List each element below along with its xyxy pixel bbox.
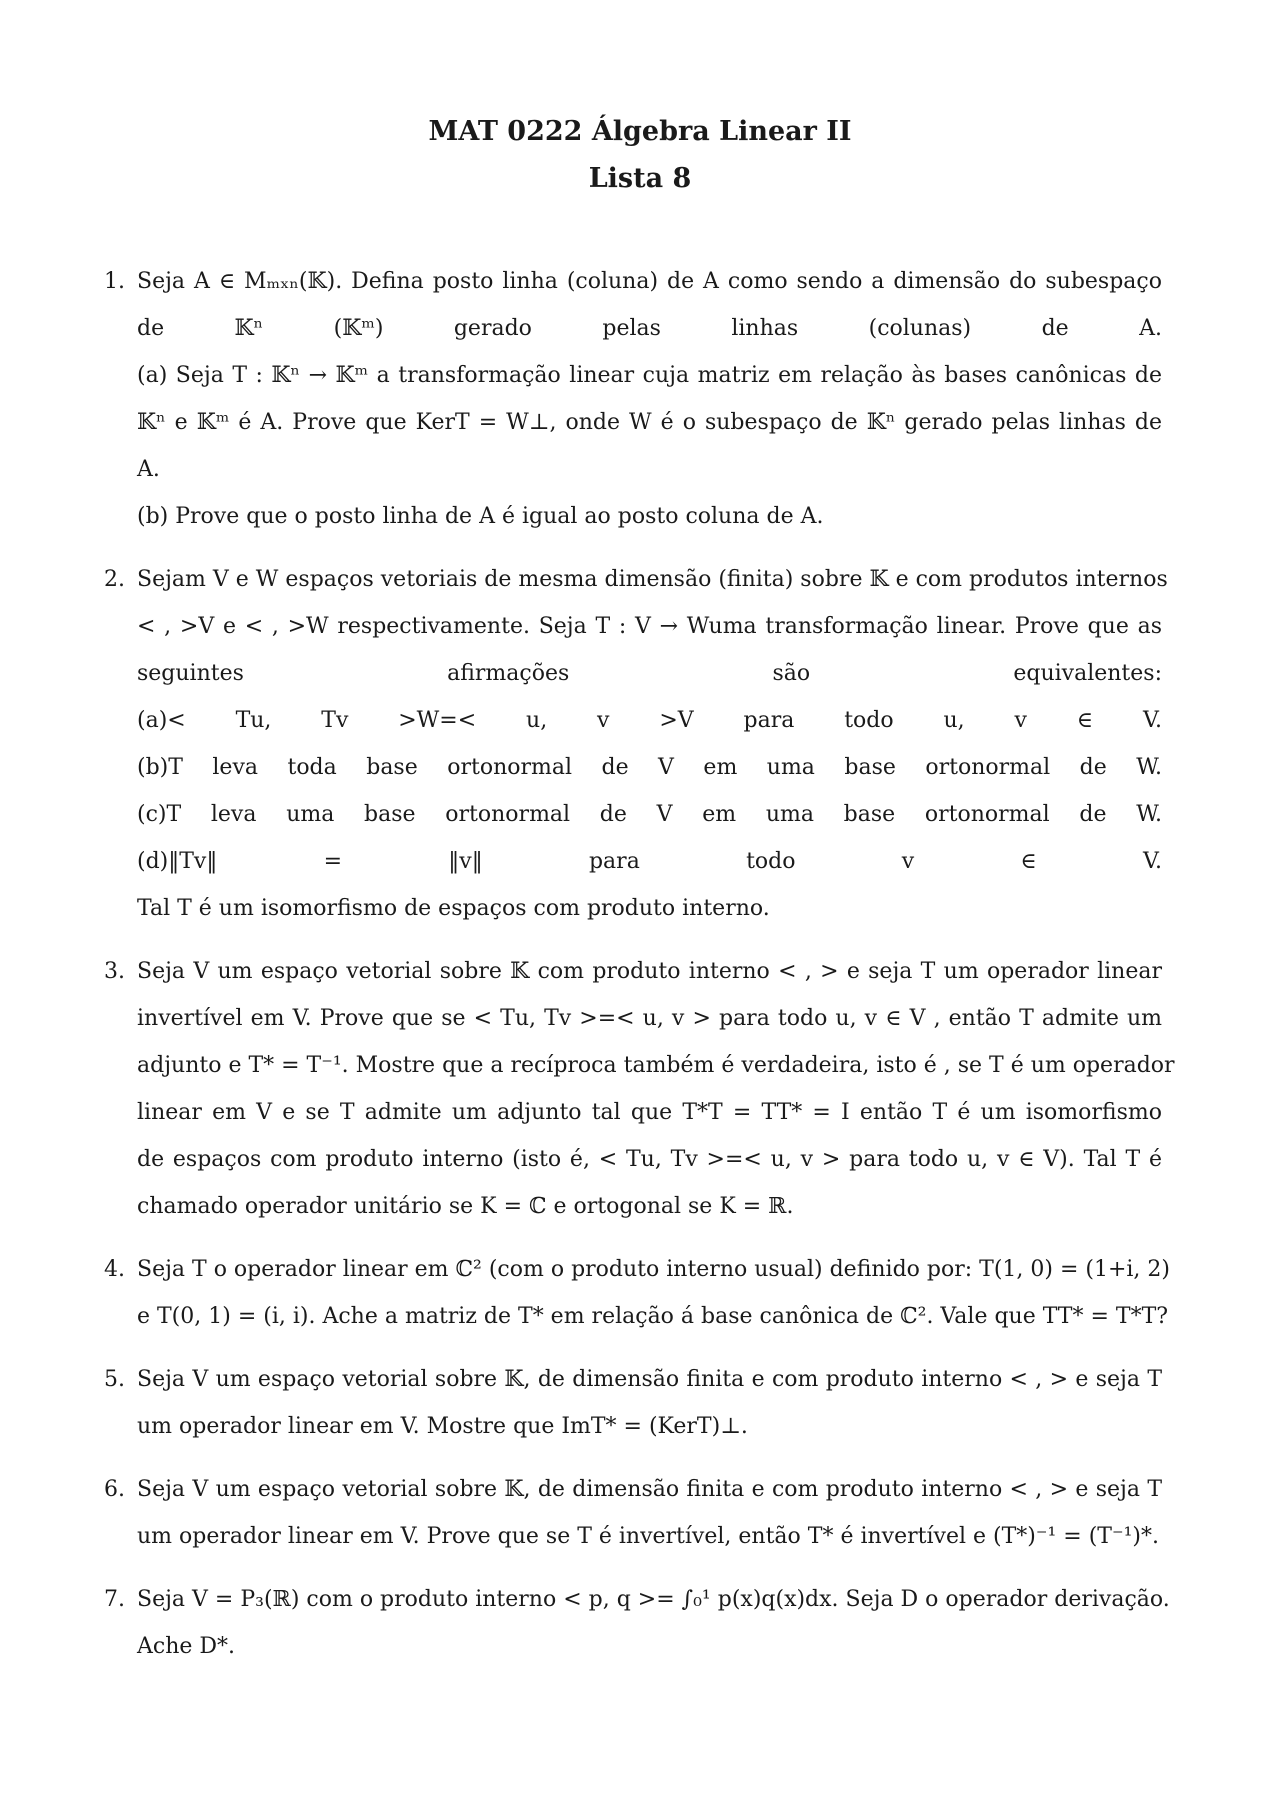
list-title: Lista 8 (588, 163, 692, 194)
document-title (0, 108, 1280, 202)
problem-line: Seja A ∈ Mₘₓₙ(𝕂). Defina posto linha (coluna) de A como sendo a dimensão do subespaço (137, 269, 1162, 294)
problem-number: 5. (104, 1367, 125, 1392)
problem-line: seguintes afirmações são equivalentes: (137, 661, 1162, 686)
problem-line: Ache D*. (137, 1634, 236, 1659)
problem-line: Seja V um espaço vetorial sobre 𝕂, de dimensão finita e com produto interno < , > e seja T (137, 1477, 1162, 1502)
problem-line: Sejam V e W espaços vetoriais de mesma dimensão (finita) sobre 𝕂 e com produtos internos (137, 567, 1168, 592)
problem-line: (a) Seja T : 𝕂ⁿ → 𝕂ᵐ a transformação linear cuja matriz em relação às bases canônicas de (137, 363, 1162, 388)
problem-line: A. (137, 457, 160, 482)
problem-line: 𝕂ⁿ e 𝕂ᵐ é A. Prove que KerT = W⊥, onde W é o subespaço de 𝕂ⁿ gerado pelas linhas de (137, 410, 1162, 435)
course-title: MAT 0222 Álgebra Linear II (428, 116, 852, 147)
problem-line: e T(0, 1) = (i, i). Ache a matriz de T* em relação á base canônica de ℂ². Vale que TT* = T*T? (137, 1304, 1169, 1329)
problem-line: invertível em V. Prove que se < Tu, Tv >=< u, v > para todo u, v ∈ V , então T admite um (137, 1006, 1162, 1031)
problem-line: (b)T leva toda base ortonormal de V em uma base ortonormal de W. (137, 755, 1162, 780)
problem-number: 6. (104, 1477, 125, 1502)
problem-line: Seja V = P₃(ℝ) com o produto interno < p, q >= ∫₀¹ p(x)q(x)dx. Seja D o operador derivação. (137, 1587, 1170, 1612)
problem-item (0, 1576, 1280, 1670)
problem-number: 3. (104, 959, 125, 984)
problem-line: Seja T o operador linear em ℂ² (com o produto interno usual) definido por: T(1, 0) = (1+i, 2) (137, 1257, 1171, 1282)
problem-list (0, 258, 1280, 1686)
problem-number: 4. (104, 1257, 125, 1282)
problem-item (0, 258, 1280, 540)
problem-item (0, 1356, 1280, 1450)
problem-line: de 𝕂ⁿ (𝕂ᵐ) gerado pelas linhas (colunas) de A. (137, 316, 1162, 341)
problem-line: Seja V um espaço vetorial sobre 𝕂 com produto interno < , > e seja T um operador linear (137, 959, 1162, 984)
problem-item (0, 1466, 1280, 1560)
problem-number: 2. (104, 567, 125, 592)
problem-line: adjunto e T* = T⁻¹. Mostre que a recíproca também é verdadeira, isto é , se T é um operador (137, 1053, 1175, 1078)
problem-line: < , >V e < , >W respectivamente. Seja T : V → Wuma transformação linear. Prove que as (137, 614, 1162, 639)
problem-number: 1. (104, 269, 125, 294)
problem-line: (b) Prove que o posto linha de A é igual ao posto coluna de A. (137, 504, 824, 529)
problem-line: Tal T é um isomorfismo de espaços com produto interno. (137, 896, 770, 921)
problem-line: (d)‖Tv‖ = ‖v‖ para todo v ∈ V. (137, 849, 1162, 874)
problem-item (0, 556, 1280, 932)
problem-line: linear em V e se T admite um adjunto tal que T*T = TT* = I então T é um isomorfismo (137, 1100, 1162, 1125)
problem-line: um operador linear em V. Prove que se T é invertível, então T* é invertível e (T*)⁻¹ = (T⁻¹)*. (137, 1524, 1159, 1549)
problem-line: de espaços com produto interno (isto é, < Tu, Tv >=< u, v > para todo u, v ∈ V). Tal T é (137, 1147, 1162, 1172)
problem-number: 7. (104, 1587, 125, 1612)
problem-line: (c)T leva uma base ortonormal de V em uma base ortonormal de W. (137, 802, 1162, 827)
problem-line: chamado operador unitário se K = ℂ e ortogonal se K = ℝ. (137, 1194, 794, 1219)
problem-line: (a)< Tu, Tv >W=< u, v >V para todo u, v ∈ V. (137, 708, 1162, 733)
problem-item (0, 1246, 1280, 1340)
problem-line: um operador linear em V. Mostre que ImT* = (KerT)⊥. (137, 1414, 748, 1439)
problem-line: Seja V um espaço vetorial sobre 𝕂, de dimensão finita e com produto interno < , > e seja T (137, 1367, 1162, 1392)
problem-item (0, 948, 1280, 1230)
